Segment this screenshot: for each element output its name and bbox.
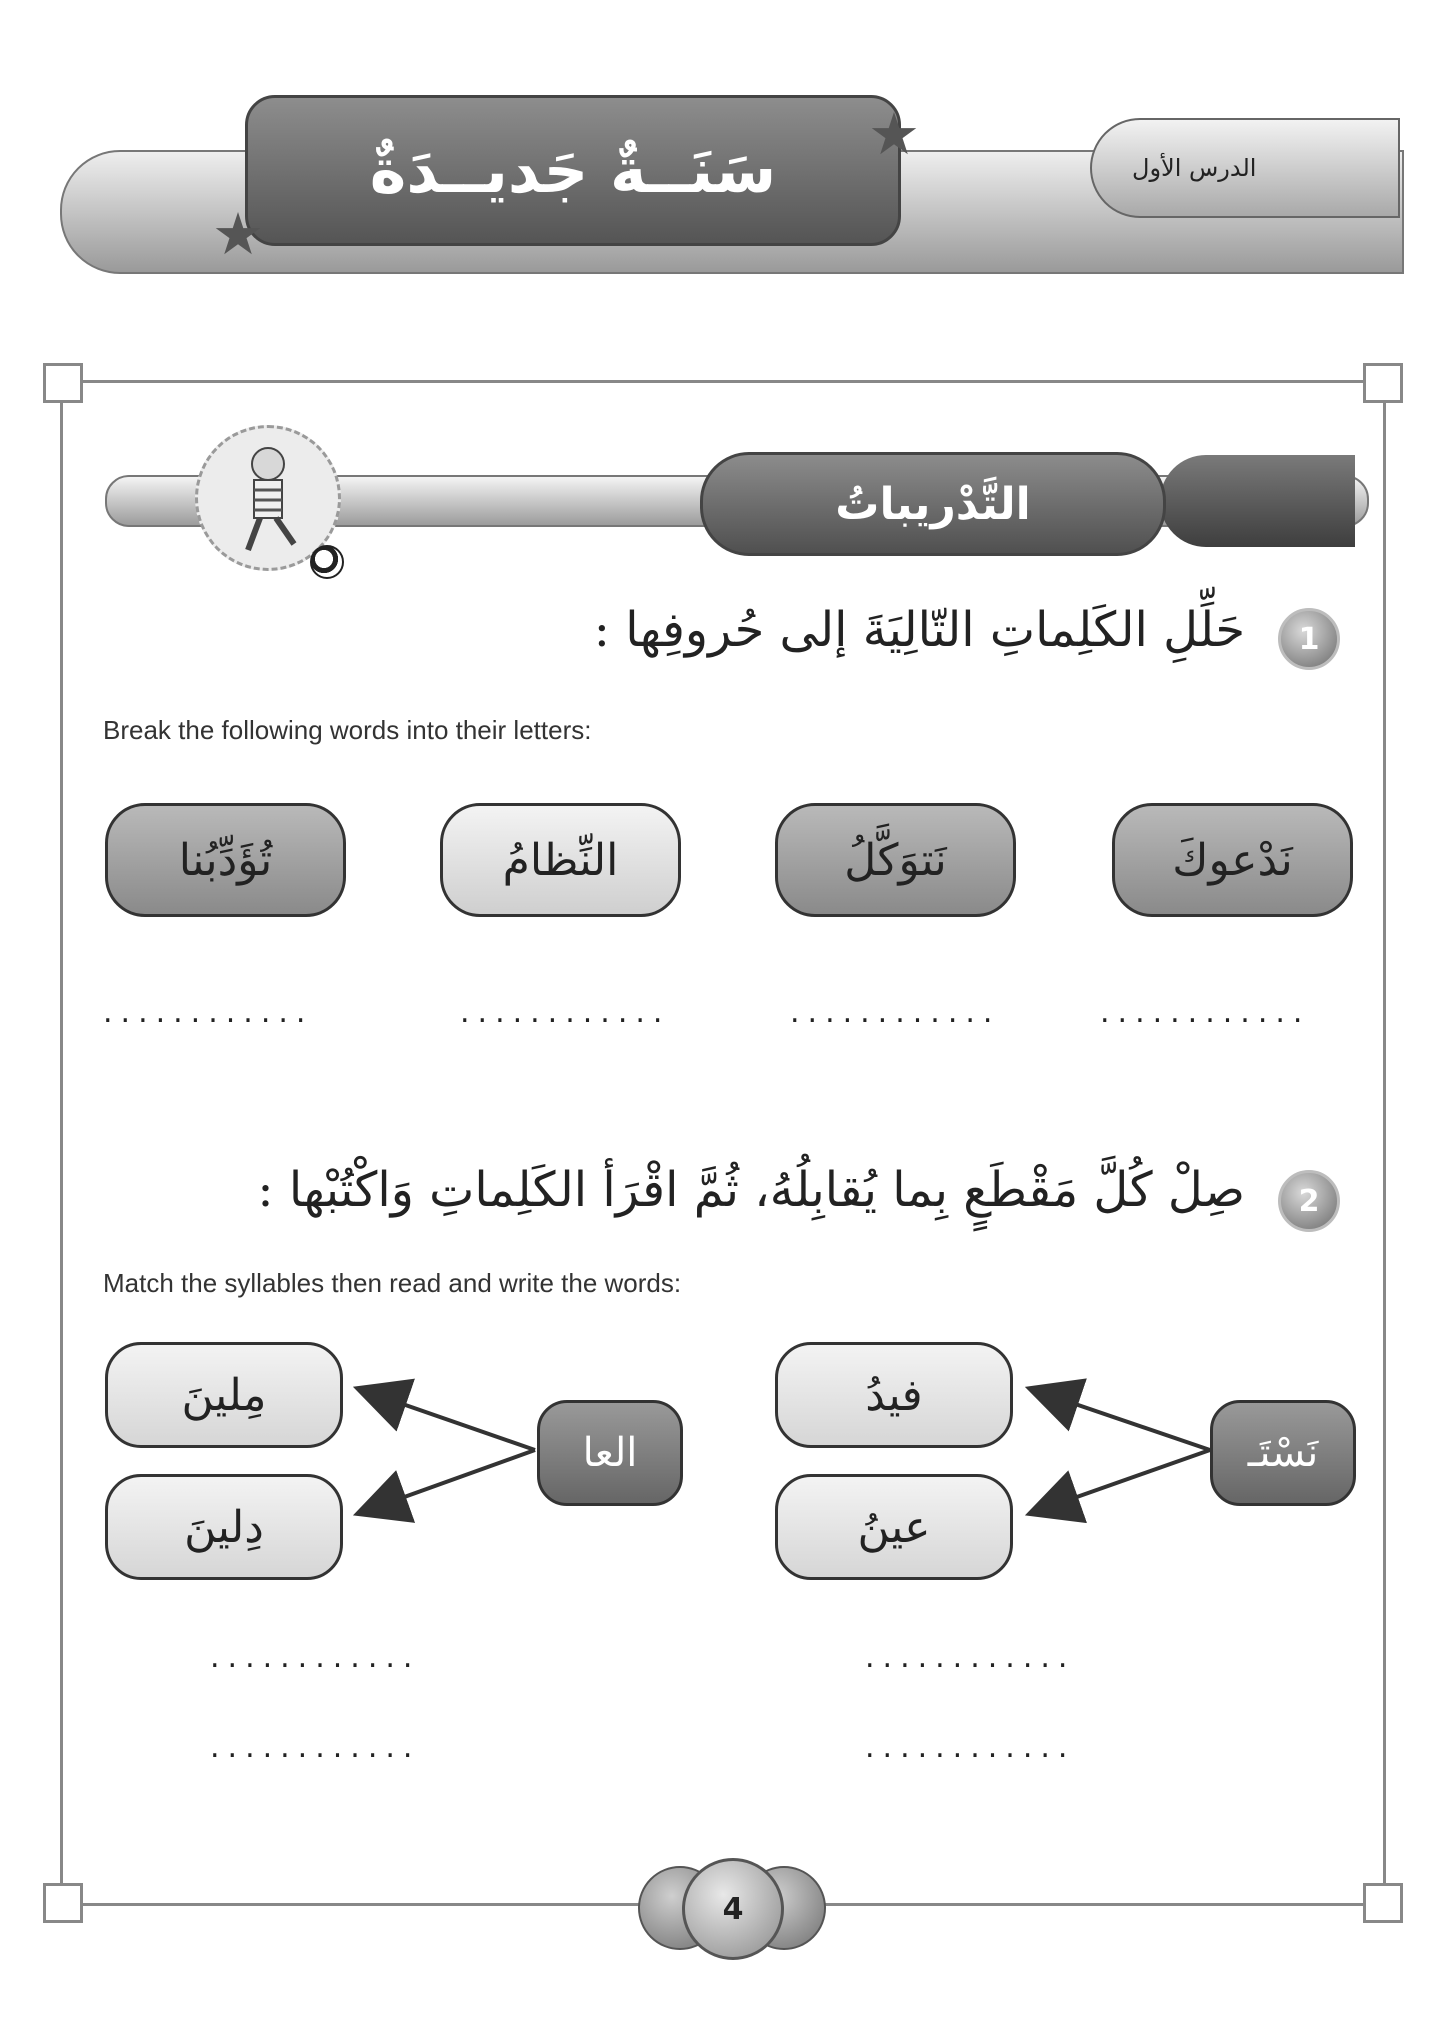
star-icon: ★ <box>868 100 920 168</box>
exercise-1-instruction-en: Break the following words into their letters: <box>103 715 592 745</box>
word-card: نَدْعوكَ <box>1112 803 1353 917</box>
arrow <box>368 1450 535 1510</box>
page-number: 4 <box>682 1858 784 1960</box>
syllable-target[interactable]: فيدُ <box>775 1342 1013 1448</box>
syllable-target[interactable]: عينُ <box>775 1474 1013 1580</box>
word-card: النِّظامُ <box>440 803 681 917</box>
answer-line[interactable]: ............ <box>210 1730 421 1765</box>
answer-line[interactable]: ............ <box>865 1640 1076 1675</box>
page-title: سَنَــةٌ جَديــدَةٌ <box>245 95 901 246</box>
exercise-2-instruction-ar: صِلْ كُلَّ مَقْطَعٍ بِما يُقابِلُهُ، ثُمَّ اقْرَأ الكَلِماتِ وَاكْتُبْها : <box>257 1162 1245 1218</box>
star-icon: ★ <box>212 200 264 268</box>
exercise-2-number: 2 <box>1278 1170 1340 1232</box>
arrow <box>368 1392 535 1450</box>
syllable-target[interactable]: دِلينَ <box>105 1474 343 1580</box>
answer-line[interactable]: ............ <box>460 995 671 1030</box>
answer-line[interactable]: ............ <box>210 1640 421 1675</box>
answer-line[interactable]: ............ <box>865 1730 1076 1765</box>
arrow <box>1040 1392 1210 1450</box>
answer-line[interactable]: ............ <box>103 995 314 1030</box>
lesson-label: الدرس الأول <box>1090 118 1400 218</box>
section-title: التَّدْريباتُ <box>700 452 1166 556</box>
syllable-source[interactable]: العا <box>537 1400 683 1506</box>
word-card: نَتوَكَّلُ <box>775 803 1016 917</box>
word-card: تُؤَدِّبُنا <box>105 803 346 917</box>
arrow <box>1040 1450 1210 1510</box>
exercise-1-instruction-ar: حَلِّلِ الكَلِماتِ التّالِيَةَ إلى حُروفِها : <box>593 602 1245 658</box>
answer-line[interactable]: ............ <box>790 995 1001 1030</box>
syllable-target[interactable]: مِلينَ <box>105 1342 343 1448</box>
syllable-source[interactable]: نَسْتَـ <box>1210 1400 1356 1506</box>
answer-line[interactable]: ............ <box>1100 995 1311 1030</box>
exercise-2-instruction-en: Match the syllables then read and write the words: <box>103 1268 682 1298</box>
exercise-1-number: 1 <box>1278 608 1340 670</box>
